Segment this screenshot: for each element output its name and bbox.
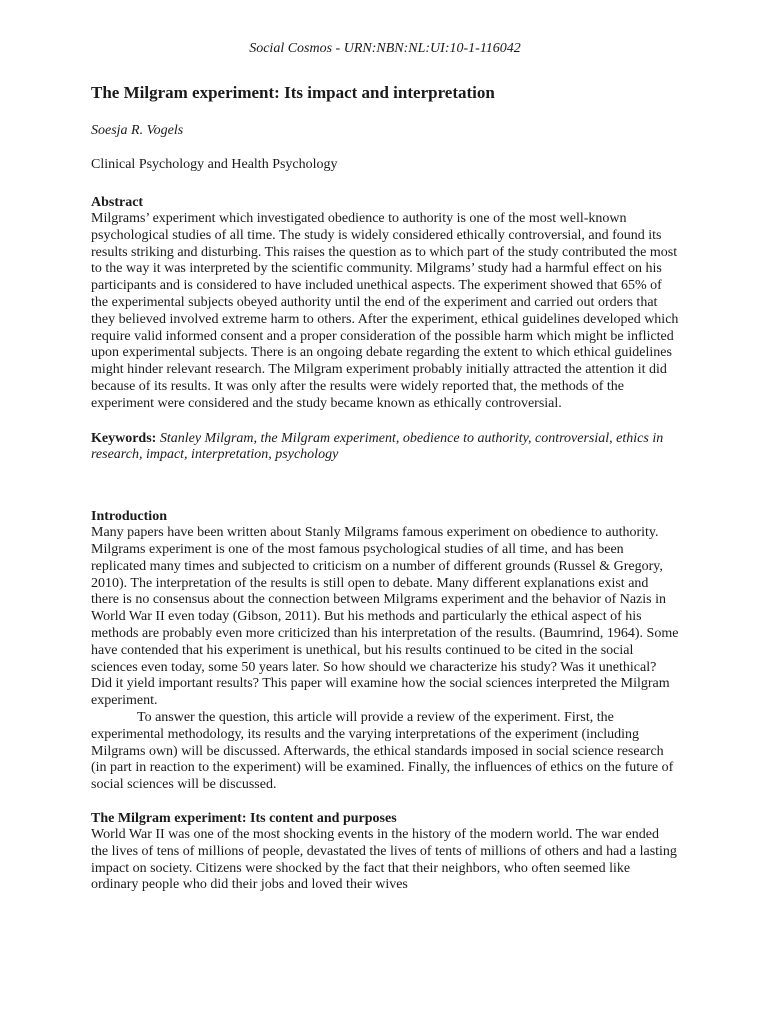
keywords-label: Keywords:	[91, 430, 157, 446]
experiment-heading: The Milgram experiment: Its content and purposes	[91, 810, 397, 826]
keywords-line	[91, 431, 679, 465]
experiment-section	[91, 810, 679, 894]
introduction-paragraph-1: Many papers have been written about Stanly Milgrams famous experiment on obedience to authority. Milgrams experiment is one of the most famous psychological studies of all time, and has been replicated many times and subjected to criticism on a number of different grounds (Russel & Gregory, 2010). The interpretation of the results is still open to debate. Many different explanations exist and there is no consensus about the connection between Milgrams experiment and the behavior of Nazis in World War II even today (Gibson, 2011). But his methods and particularly the ethical aspect of his methods are probably even more criticized than his interpretation of the results. (Baumrind, 1964). Some have contended that his experiment is unethical, but his results continued to be cited in the social sciences even today, some 50 years later. So how should we characterize his study? Was it unethical? Did it yield important results? This paper will examine how the social sciences interpreted the Milgram experiment.	[91, 525, 679, 709]
abstract-heading: Abstract	[91, 195, 144, 210]
experiment-paragraph-1: World War II was one of the most shocking events in the history of the modern world. The war ended the lives of tens of millions of people, devastated the lives of tents of millions of others and had a lasting impact on society. Citizens were shocked by the fact that their neighbors, who often seemed like ordinary people who did their jobs and loved their wives	[91, 826, 677, 893]
introduction-heading: Introduction	[91, 509, 167, 525]
running-header: Social Cosmos - URN:NBN:NL:UI:10-1-116042	[249, 41, 521, 56]
abstract-section	[91, 194, 679, 413]
introduction-section	[91, 508, 679, 794]
introduction-paragraph-2: To answer the question, this article will provide a review of the experiment. First, the experimental methodology, its results and the varying interpretations of the experiment (including Milgrams own) will be discussed. Afterwards, the ethical standards imposed in social science research (in part in reaction to the experiment) will be examined. Finally, the influences of ethics on the future of social sciences will be discussed.	[91, 709, 674, 793]
document-page	[91, 40, 679, 894]
author-name: Soesja R. Vogels	[91, 123, 184, 138]
abstract-text: Milgrams’ experiment which investigated obedience to authority is one of the most well-known psychological studies of all time. The study is widely considered ethically controversial, and found its results striking and disturbing. This raises the question as to which part of the study contributed the most to the way it was interpreted by the scientific community. Milgrams’ study had a harmful effect on his participants and is considered to have included unethical aspects. The experiment showed that 65% of the experimental subjects obeyed authority until the end of the experiment and carried out orders that they believed involved extreme harm to others. After the experiment, ethical guidelines developed which require valid informed consent and a proper consideration of the possible harm which might be inflicted upon experimental subjects. There is an ongoing debate regarding the extent to which ethical guidelines might hinder relevant research. The Milgram experiment probably initially attracted the attention it did because of its results. It was only after the results were widely reported that, the methods of the experiment were considered and the study became known as ethically controversial.	[91, 211, 679, 411]
keywords-text: Stanley Milgram, the Milgram experiment, obedience to authority, controversial, ethics in research, impact, interpretation, psychology	[91, 430, 664, 463]
author-affiliation: Clinical Psychology and Health Psychology	[91, 157, 338, 172]
article-title: The Milgram experiment: Its impact and interpretation	[91, 83, 495, 102]
